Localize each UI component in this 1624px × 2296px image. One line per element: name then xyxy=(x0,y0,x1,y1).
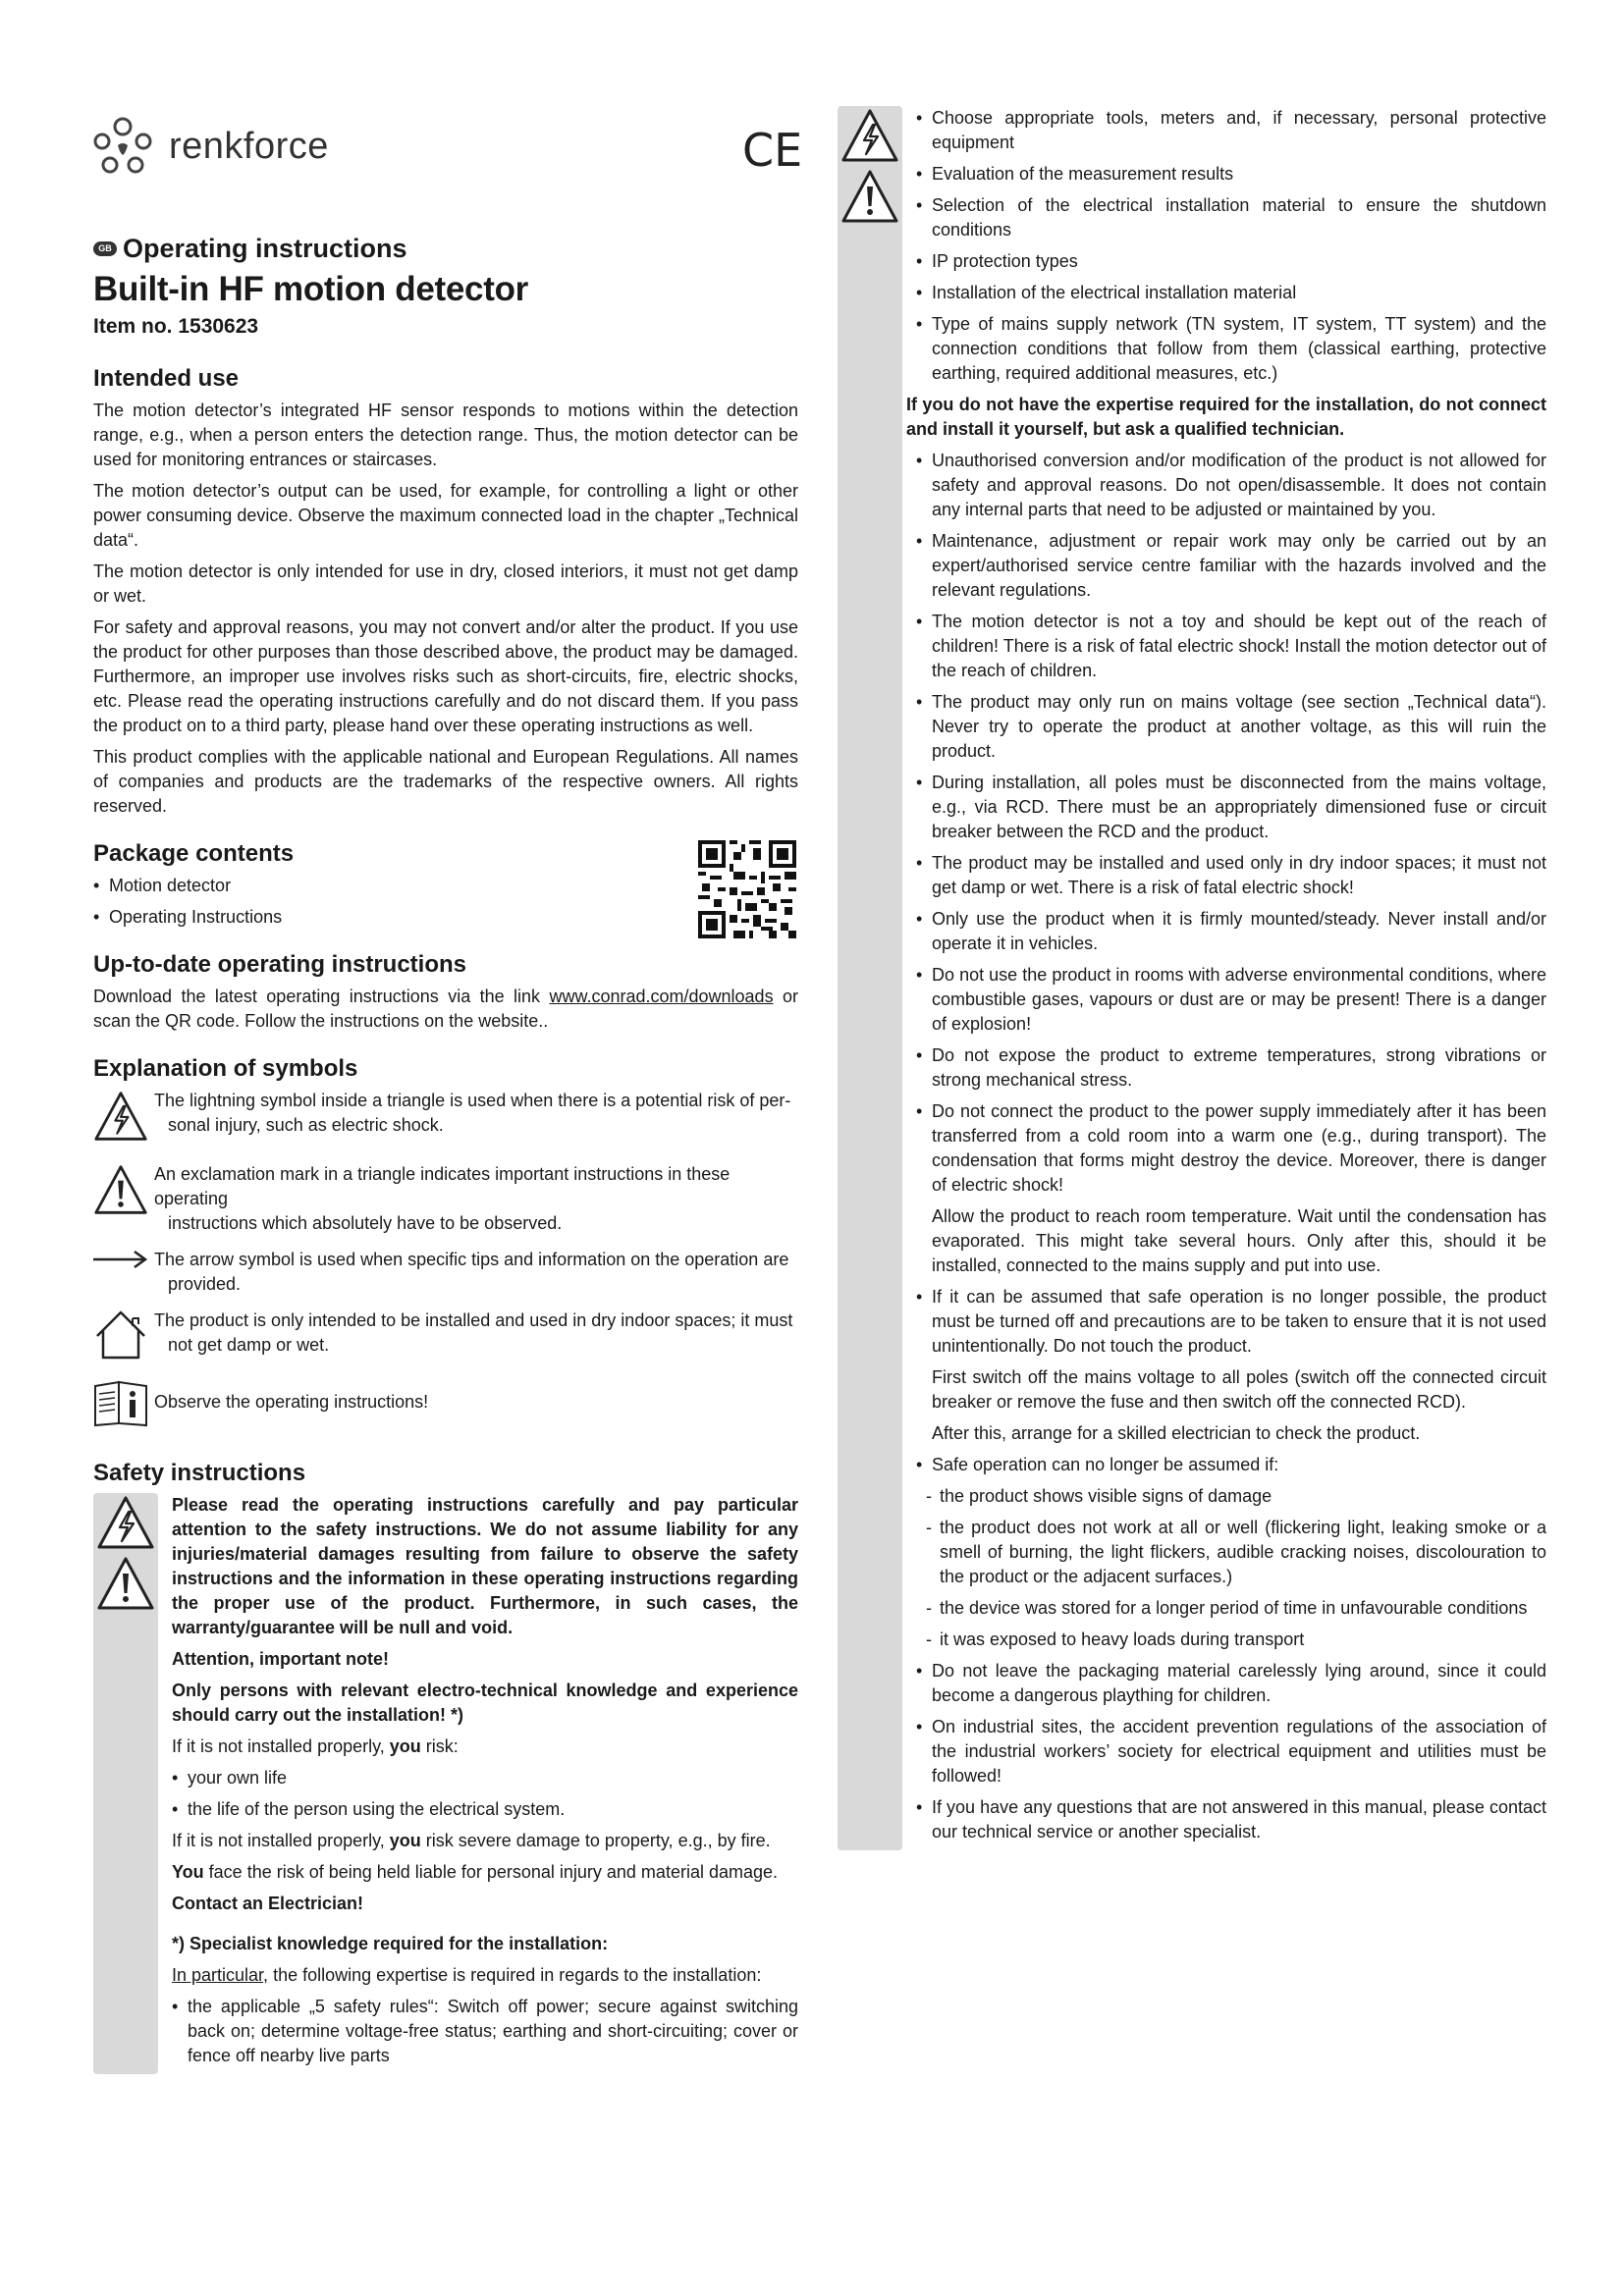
symbol-text-cont: instructions which absolutely have to be observed. xyxy=(168,1213,563,1233)
uptodate-heading: Up-to-date operating instructions xyxy=(93,951,466,978)
symbol-row xyxy=(93,1248,798,1297)
lightning-triangle-icon xyxy=(96,1495,155,1550)
list-item: • Operating Instructions xyxy=(93,905,798,930)
arrow-icon xyxy=(93,1248,148,1271)
liable-text xyxy=(172,1860,798,1885)
left-column xyxy=(93,346,798,2075)
item-number: Item no. 1530623 xyxy=(93,315,259,338)
after-para: After this, arrange for a skilled electrician to check the product. xyxy=(932,1423,1421,1443)
downloads-link[interactable]: www.conrad.com/downloads xyxy=(549,987,774,1006)
uptodate-text-before: Download the latest operating instructions via the link xyxy=(93,987,550,1006)
right-sidebar-bar xyxy=(838,106,902,1850)
expertise-list xyxy=(916,106,1546,386)
list-item: • Do not use the product in rooms with adverse environmental conditions, where combustible gases, vapours or dust are or may be present! There is a danger of explosion! xyxy=(916,963,1546,1037)
safety-list-b xyxy=(916,1659,1546,1844)
list-item: • Installation of the electrical installation material xyxy=(916,281,1546,305)
right-safety-icons xyxy=(840,108,899,230)
renkforce-logo-icon xyxy=(90,116,155,181)
safety-section xyxy=(93,1460,798,2068)
list-item: • the applicable „5 safety rules“: Switch off power; secure against switching back on; determine voltage-free status; earthing and short-circuiting; cover or fence off nearby live parts xyxy=(172,1995,798,2068)
ce-mark: CE xyxy=(742,124,803,177)
switch-off-para: First switch off the mains voltage to all poles (switch off the connected circuit breaker or remove the fuse and then switch off the connected RCD). xyxy=(932,1367,1546,1412)
intended-use-para-4: For safety and approval reasons, you may not convert and/or alter the product. If you use the product for other purposes than those described above, the product may be damaged. Furthermore, an improper use involves risks such as short-circuits, fire, electric shocks, etc. Please read the operating instructions carefully and do not discard them. If you pass the product on to a third party, please hand over these operating instructions as well. xyxy=(93,617,798,735)
lightning-triangle-icon xyxy=(93,1089,148,1144)
risk-intro xyxy=(172,1735,798,1759)
symbol-text: The lightning symbol inside a triangle is used when there is a potential risk of per- xyxy=(154,1091,791,1110)
risk-intro-a: If it is not installed properly, xyxy=(172,1736,390,1756)
symbol-row xyxy=(93,1089,798,1150)
only-persons-note: Only persons with relevant electro-technical knowledge and experience should carry out the installation! *) xyxy=(172,1681,798,1725)
symbol-row xyxy=(93,1162,798,1236)
damage-c: risk severe damage to property, e.g., by fire. xyxy=(420,1831,771,1850)
manual-info-icon xyxy=(93,1380,148,1427)
intended-use-para-2: The motion detector’s output can be used, for example, for controlling a light or other power consuming device. Observe the maximum connected load in the chapter „Technical data“. xyxy=(93,481,798,550)
language-badge: GB xyxy=(93,241,117,256)
symbol-row xyxy=(93,1308,798,1368)
damage-text xyxy=(172,1829,798,1853)
risk-intro-b: you xyxy=(389,1736,421,1756)
safety-icons xyxy=(96,1495,155,1617)
exclamation-triangle-icon xyxy=(840,169,899,224)
safety-heading: Safety instructions xyxy=(93,1460,306,1486)
uptodate-section xyxy=(93,951,798,1034)
symbols-section xyxy=(93,1055,798,1434)
list-item: • During installation, all poles must be disconnected from the mains voltage, e.g., via RCD. There must be an appropriately dimensioned fuse or circuit breaker between the RCD and the product. xyxy=(916,771,1546,844)
intended-use-para-3: The motion detector is only intended for use in dry, closed interiors, it must not get damp or wet. xyxy=(93,561,798,606)
safety-intro: Please read the operating instructions carefully and pay particular attention to the safety instructions. We do not assume liability for any injuries/material damages resulting from failure to observe the safety instructions and the information in these operating instructions regarding the proper use of the product. Furthermore, in such cases, the warranty/guarantee will be null and void. xyxy=(172,1495,798,1637)
symbol-row xyxy=(93,1380,798,1434)
list-item: • If it can be assumed that safe operation is no longer possible, the product must be turned off and precautions are to be taken to ensure that it is not used unintentionally. Do not touch the product. xyxy=(916,1285,1546,1359)
brand-name: renkforce xyxy=(169,126,329,167)
list-item: • Safe operation can no longer be assumed if: xyxy=(916,1453,1546,1477)
symbol-text-cont: sonal injury, such as electric shock. xyxy=(168,1115,444,1135)
house-icon xyxy=(93,1308,148,1362)
contact-electrician: Contact an Electrician! xyxy=(172,1894,364,1913)
document-header xyxy=(93,234,528,339)
intended-use-section xyxy=(93,365,798,819)
list-item: • Do not connect the product to the power supply immediately after it has been transferred from a cold room into a warm one (e.g., during transport). The condensation that forms might destroy the device. Moreover, there is danger of electric shock! xyxy=(916,1099,1546,1198)
symbol-text-cont: provided. xyxy=(168,1274,242,1294)
list-item: • Do not expose the product to extreme temperatures, strong vibrations or strong mechanical stress. xyxy=(916,1043,1546,1093)
brand-logo xyxy=(90,116,329,186)
list-item: • Do not leave the packaging material carelessly lying around, since it could become a dangerous plaything for children. xyxy=(916,1659,1546,1708)
liable-b: face the risk of being held liable for personal injury and material damage. xyxy=(203,1862,779,1882)
intended-use-heading: Intended use xyxy=(93,365,240,392)
safety-body xyxy=(93,1493,798,2068)
list-item: • Selection of the electrical installation material to ensure the shutdown conditions xyxy=(916,193,1546,242)
list-item: • The motion detector is not a toy and should be kept out of the reach of children! There is a risk of fatal electric shock! Install the motion detector out of the reach of children. xyxy=(916,610,1546,683)
symbol-text-cont: not get damp or wet. xyxy=(168,1335,330,1355)
safety-list-a xyxy=(916,449,1546,1198)
doc-subtitle: Operating instructions xyxy=(123,234,407,263)
symbol-text: The product is only intended to be installed and used in dry indoor spaces; it must xyxy=(154,1310,793,1330)
right-column xyxy=(838,106,1546,1851)
right-safety-body xyxy=(838,106,1546,1844)
exclamation-triangle-icon xyxy=(96,1556,155,1611)
intended-use-para-1: The motion detector’s integrated HF sensor responds to motions within the detection range, e.g., when a person enters the detection range. Thus, the motion detector can be used for monitoring entrances or staircases. xyxy=(93,400,798,469)
list-item: • Type of mains supply network (TN system, IT system, TT system) and the connection conditions that follow from them (classical earthing, protective earthing, required additional measures, etc.) xyxy=(916,312,1546,386)
list-item: - the product does not work at all or well (flickering light, leaking smoke or a smell of burning, the light flickers, audible cracking noises, discolouration to the product or the adjacent surfaces.) xyxy=(926,1516,1546,1589)
intended-use-para-5: This product complies with the applicable national and European Regulations. All names of companies and products are the trademarks of the respective owners. All rights reserved. xyxy=(93,747,798,816)
liable-a: You xyxy=(172,1862,204,1882)
package-contents-heading: Package contents xyxy=(93,840,295,867)
list-item: • The product may only run on mains voltage (see section „Technical data“). Never try to operate the product at another voltage, as this will ruin the product. xyxy=(916,690,1546,764)
list-item: • your own life xyxy=(172,1766,798,1790)
list-item: • On industrial sites, the accident prevention regulations of the association of the industrial workers’ society for electrical equipment and utilities must be followed! xyxy=(916,1715,1546,1789)
symbol-text: An exclamation mark in a triangle indicates important instructions in these operating xyxy=(154,1164,731,1208)
damage-a: If it is not installed properly, xyxy=(172,1831,390,1850)
dash-list xyxy=(916,1484,1546,1652)
exclamation-triangle-icon xyxy=(93,1162,148,1217)
attention-note: Attention, important note! xyxy=(172,1649,389,1669)
list-item: • the life of the person using the electrical system. xyxy=(172,1797,798,1822)
list-item: • If you have any questions that are not answered in this manual, please contact our technical service or another specialist. xyxy=(916,1795,1546,1844)
risk-intro-c: risk: xyxy=(420,1736,459,1756)
qr-code-icon[interactable] xyxy=(698,840,796,938)
uptodate-text xyxy=(93,985,798,1034)
list-item: • The product may be installed and used only in dry indoor spaces; it must not get damp or wet. There is a risk of fatal electric shock! xyxy=(916,851,1546,900)
symbol-text: Observe the operating instructions! xyxy=(154,1392,429,1412)
no-expertise-note: If you do not have the expertise required for the installation, do not connect and install it yourself, but ask a qualified technician. xyxy=(906,395,1546,439)
list-item: • Maintenance, adjustment or repair work may only be carried out by an expert/authorised service centre familiar with the hazards involved and the relevant regulations. xyxy=(916,529,1546,603)
list-item: - the device was stored for a longer period of time in unfavourable conditions xyxy=(926,1596,1546,1621)
uptodate-text-after: or scan the QR code. Follow the instructions on the website.. xyxy=(93,987,798,1031)
in-particular: In particular, xyxy=(172,1965,269,1985)
lightning-triangle-icon xyxy=(840,108,899,163)
damage-b: you xyxy=(389,1831,421,1850)
page-title: Built-in HF motion detector xyxy=(93,270,528,308)
list-item: • Unauthorised conversion and/or modification of the product is not allowed for safety and approval reasons. Do not open/disassemble. It does not contain any internal parts that need to be adjusted or maintained by you. xyxy=(916,449,1546,522)
list-item: • IP protection types xyxy=(916,249,1546,274)
list-item: • Only use the product when it is firmly mounted/steady. Never install and/or operate it in vehicles. xyxy=(916,907,1546,956)
symbols-heading: Explanation of symbols xyxy=(93,1055,358,1082)
list-item: • Motion detector xyxy=(93,874,798,898)
list-item: - the product shows visible signs of damage xyxy=(926,1484,1546,1509)
expertise-intro xyxy=(172,1963,798,1988)
symbol-text: The arrow symbol is used when specific tips and information on the operation are xyxy=(154,1250,789,1269)
specialist-heading: *) Specialist knowledge required for the installation: xyxy=(172,1934,609,1953)
package-contents-section xyxy=(93,840,798,930)
list-item: • Choose appropriate tools, meters and, if necessary, personal protective equipment xyxy=(916,106,1546,155)
condensation-para: Allow the product to reach room temperature. Wait until the condensation has evaporated. This might take several hours. Only after this, should it be installed, connected to the mains supply and put into use. xyxy=(932,1206,1546,1275)
list-item: • Evaluation of the measurement results xyxy=(916,162,1546,187)
expertise-rest: the following expertise is required in regards to the installation: xyxy=(268,1965,762,1985)
list-item: - it was exposed to heavy loads during transport xyxy=(926,1628,1546,1652)
